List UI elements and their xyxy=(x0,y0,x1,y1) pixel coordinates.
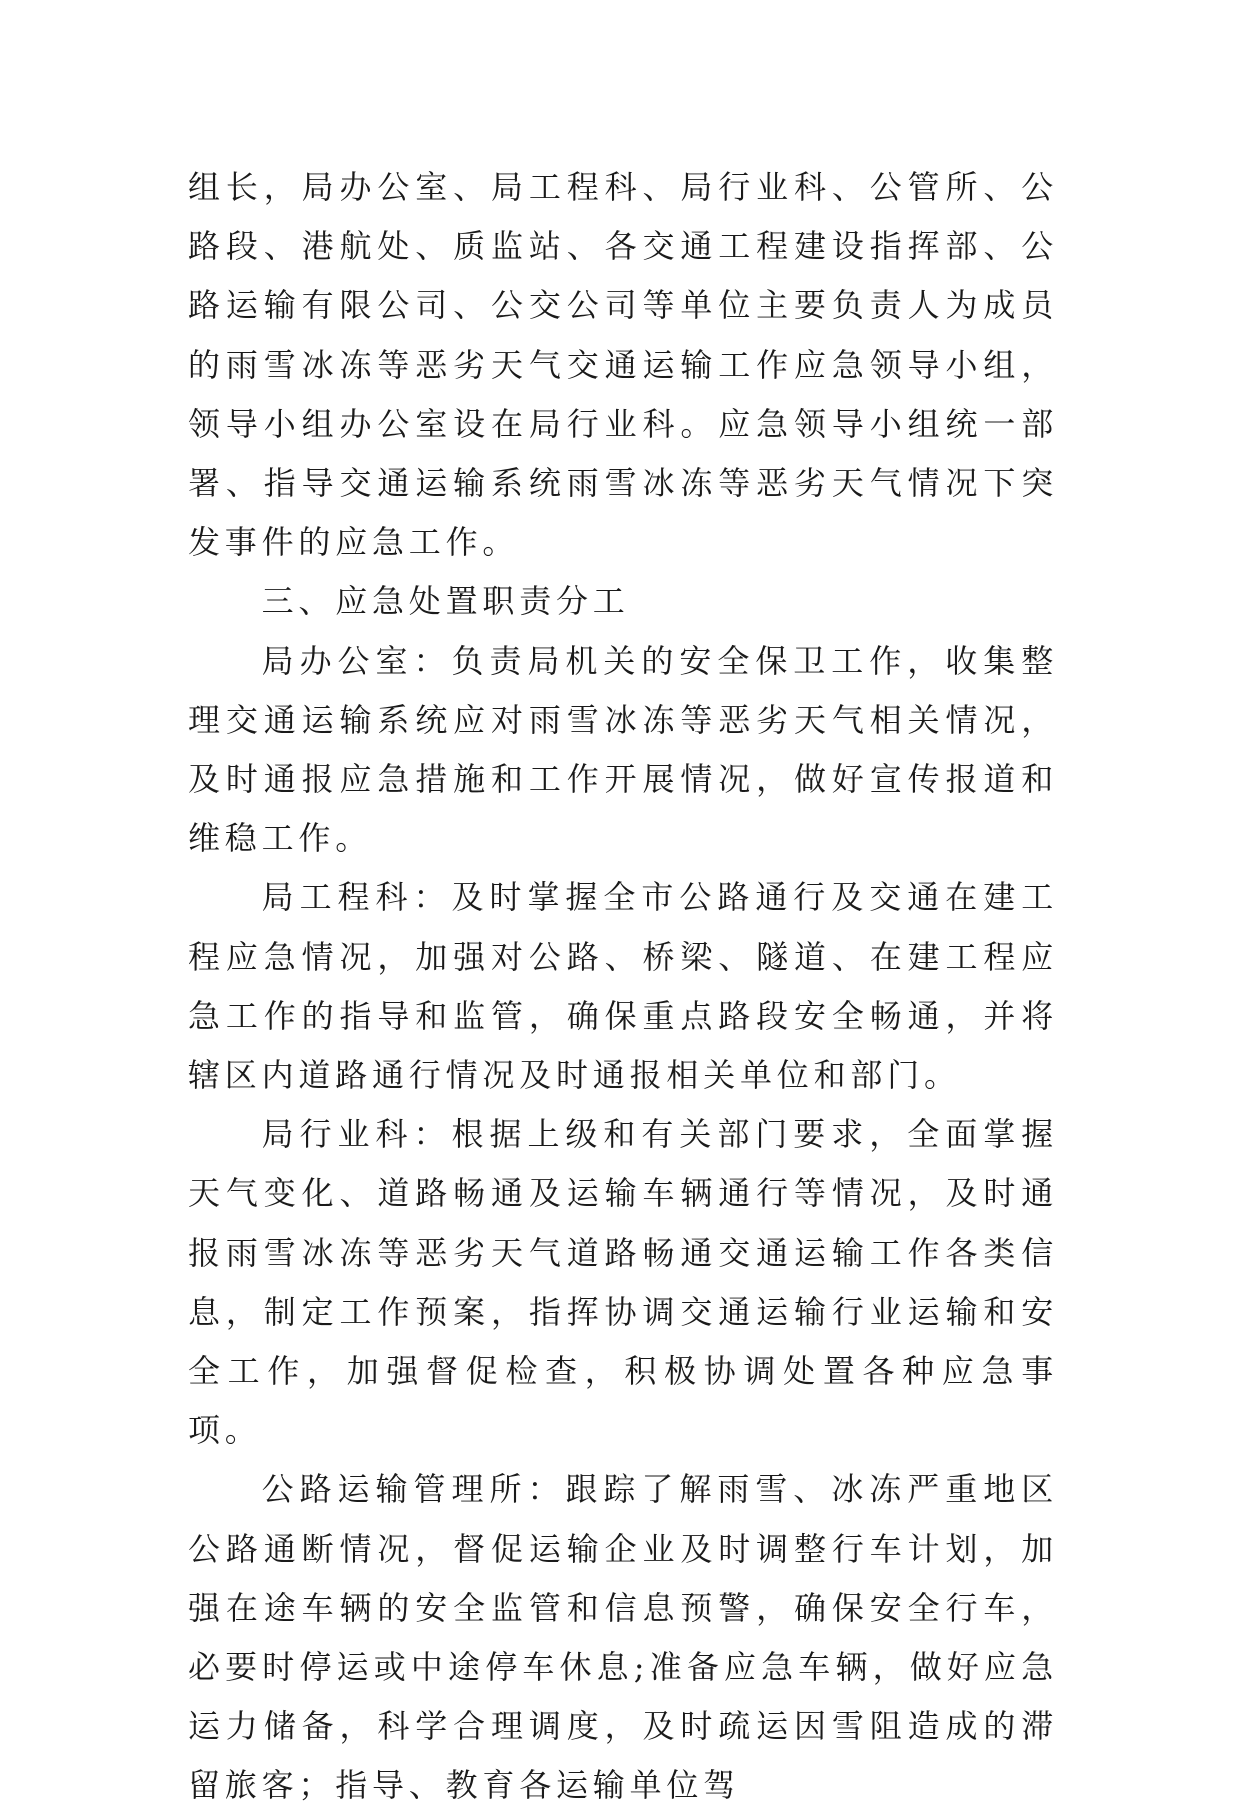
paragraph-transport-management-duty: 公路运输管理所：跟踪了解雨雪、冰冻严重地区公路通断情况，督促运输企业及时调整行车计划，加强在途车辆的安全监管和信息预警，确保安全行车，必要时停运或中途停车休息;准备应急车辆，做好应急运力储备，科学合理调度，及时疏运因雪阻造成的滞留旅客；指导、教育各运输单位驾 xyxy=(188,1470,1058,1805)
paragraph-office-duty: 局办公室：负责局机关的安全保卫工作，收集整理交通运输系统应对雨雪冰冻等恶劣天气相关情况，及时通报应急措施和工作开展情况，做好宣传报道和维稳工作。 xyxy=(188,641,1058,858)
paragraph-intro-continuation: 组长，局办公室、局工程科、局行业科、公管所、公路段、港航处、质监站、各交通工程建设指挥部、公路运输有限公司、公交公司等单位主要负责人为成员的雨雪冰冻等恶劣天气交通运输工作应急领导小组，领导小组办公室设在局行业科。应急领导小组统一部署、指导交通运输系统雨雪冰冻等恶劣天气情况下突发事件的应急工作。 xyxy=(188,168,1058,562)
paragraph-engineering-duty: 局工程科：及时掌握全市公路通行及交通在建工程应急情况，加强对公路、桥梁、隧道、在建工程应急工作的指导和监管，确保重点路段安全畅通，并将辖区内道路通行情况及时通报相关单位和部门。 xyxy=(188,878,1058,1095)
section-heading-three: 三、应急处置职责分工 xyxy=(261,582,630,621)
document-body xyxy=(188,158,1058,1816)
paragraph-industry-duty: 局行业科：根据上级和有关部门要求，全面掌握天气变化、道路畅通及运输车辆通行等情况，及时通报雨雪冰冻等恶劣天气道路畅通交通运输工作各类信息，制定工作预案，指挥协调交通运输行业运输和安全工作，加强督促检查，积极协调处置各种应急事项。 xyxy=(188,1115,1058,1450)
